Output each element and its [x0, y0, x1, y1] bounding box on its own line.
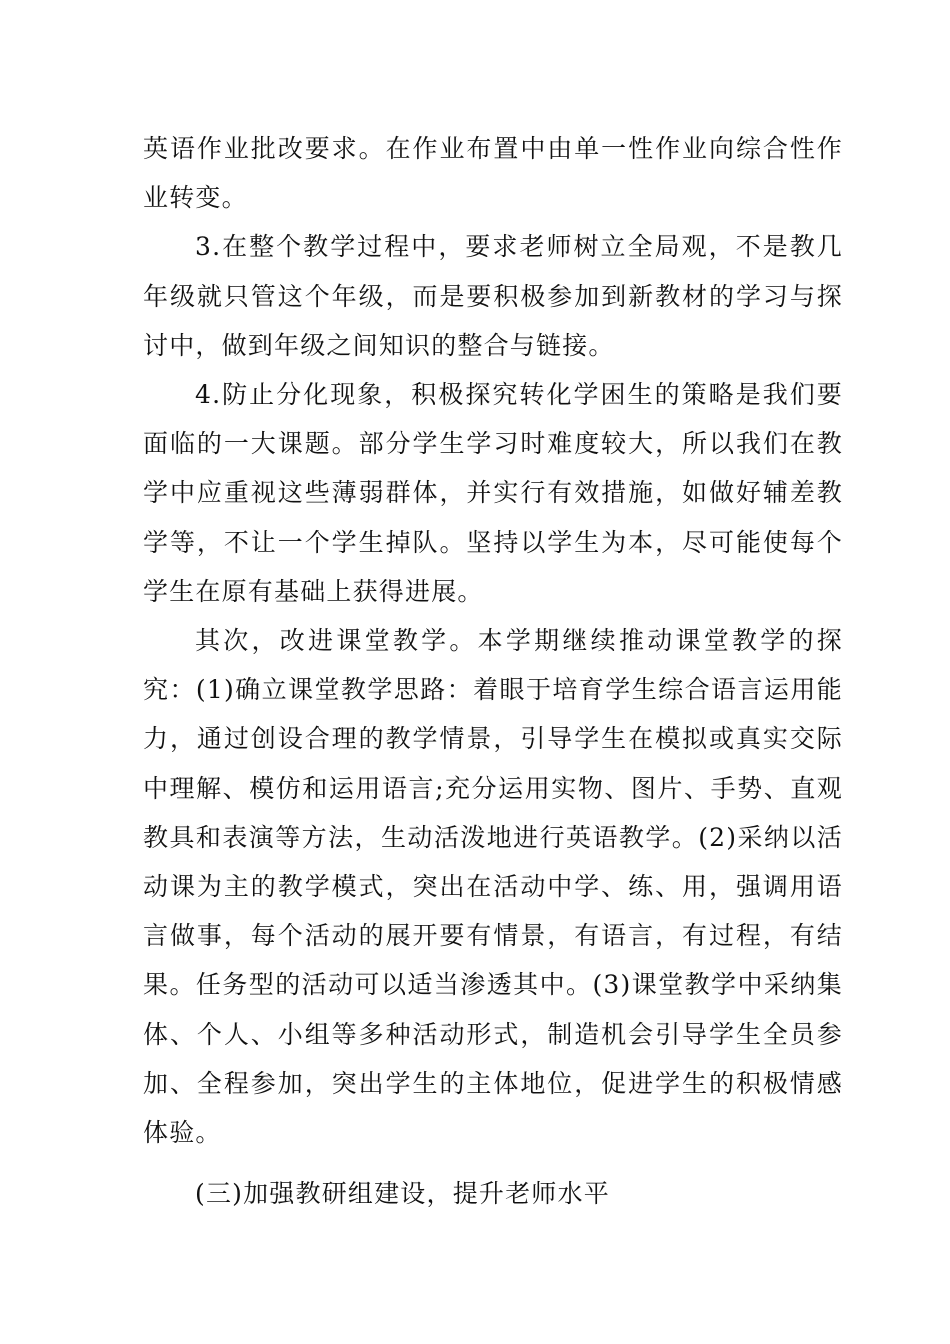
section-heading-3: (三)加强教研组建设，提升老师水平	[195, 1179, 610, 1209]
paragraph-item-3: 3.在整个教学过程中，要求老师树立全局观，不是教几年级就只管这个年级，而是要积极参加到新教材的学习与探讨中，做到年级之间知识的整合与链接。	[143, 232, 843, 360]
paragraph-homework: 英语作业批改要求。在作业布置中由单一性作业向综合性作业转变。	[143, 134, 843, 213]
paragraph-item-4: 4.防止分化现象，积极探究转化学困生的策略是我们要面临的一大课题。部分学生学习时难度较大，所以我们在教学中应重视这些薄弱群体，并实行有效措施，如做好辅差教学等，不让一个学生掉队。坚持以学生为本，尽可能使每个学生在原有基础上获得进展。	[143, 380, 843, 606]
paragraph-classroom-teaching: 其次，改进课堂教学。本学期继续推动课堂教学的探究：(1)确立课堂教学思路：着眼于培育学生综合语言运用能力，通过创设合理的教学情景，引导学生在模拟或真实交际中理解、模仿和运用语言;充分运用实物、图片、手势、直观教具和表演等方法，生动活泼地进行英语教学。(2)采纳以活动课为主的教学模式，突出在活动中学、练、用，强调用语言做事，每个活动的展开要有情景，有语言，有过程，有结果。任务型的活动可以适当渗透其中。(3)课堂教学中采纳集体、个人、小组等多种活动形式，制造机会引导学生全员参加、全程参加，突出学生的主体地位，促进学生的积极情感体验。	[143, 626, 843, 1148]
document-body	[143, 124, 843, 1218]
